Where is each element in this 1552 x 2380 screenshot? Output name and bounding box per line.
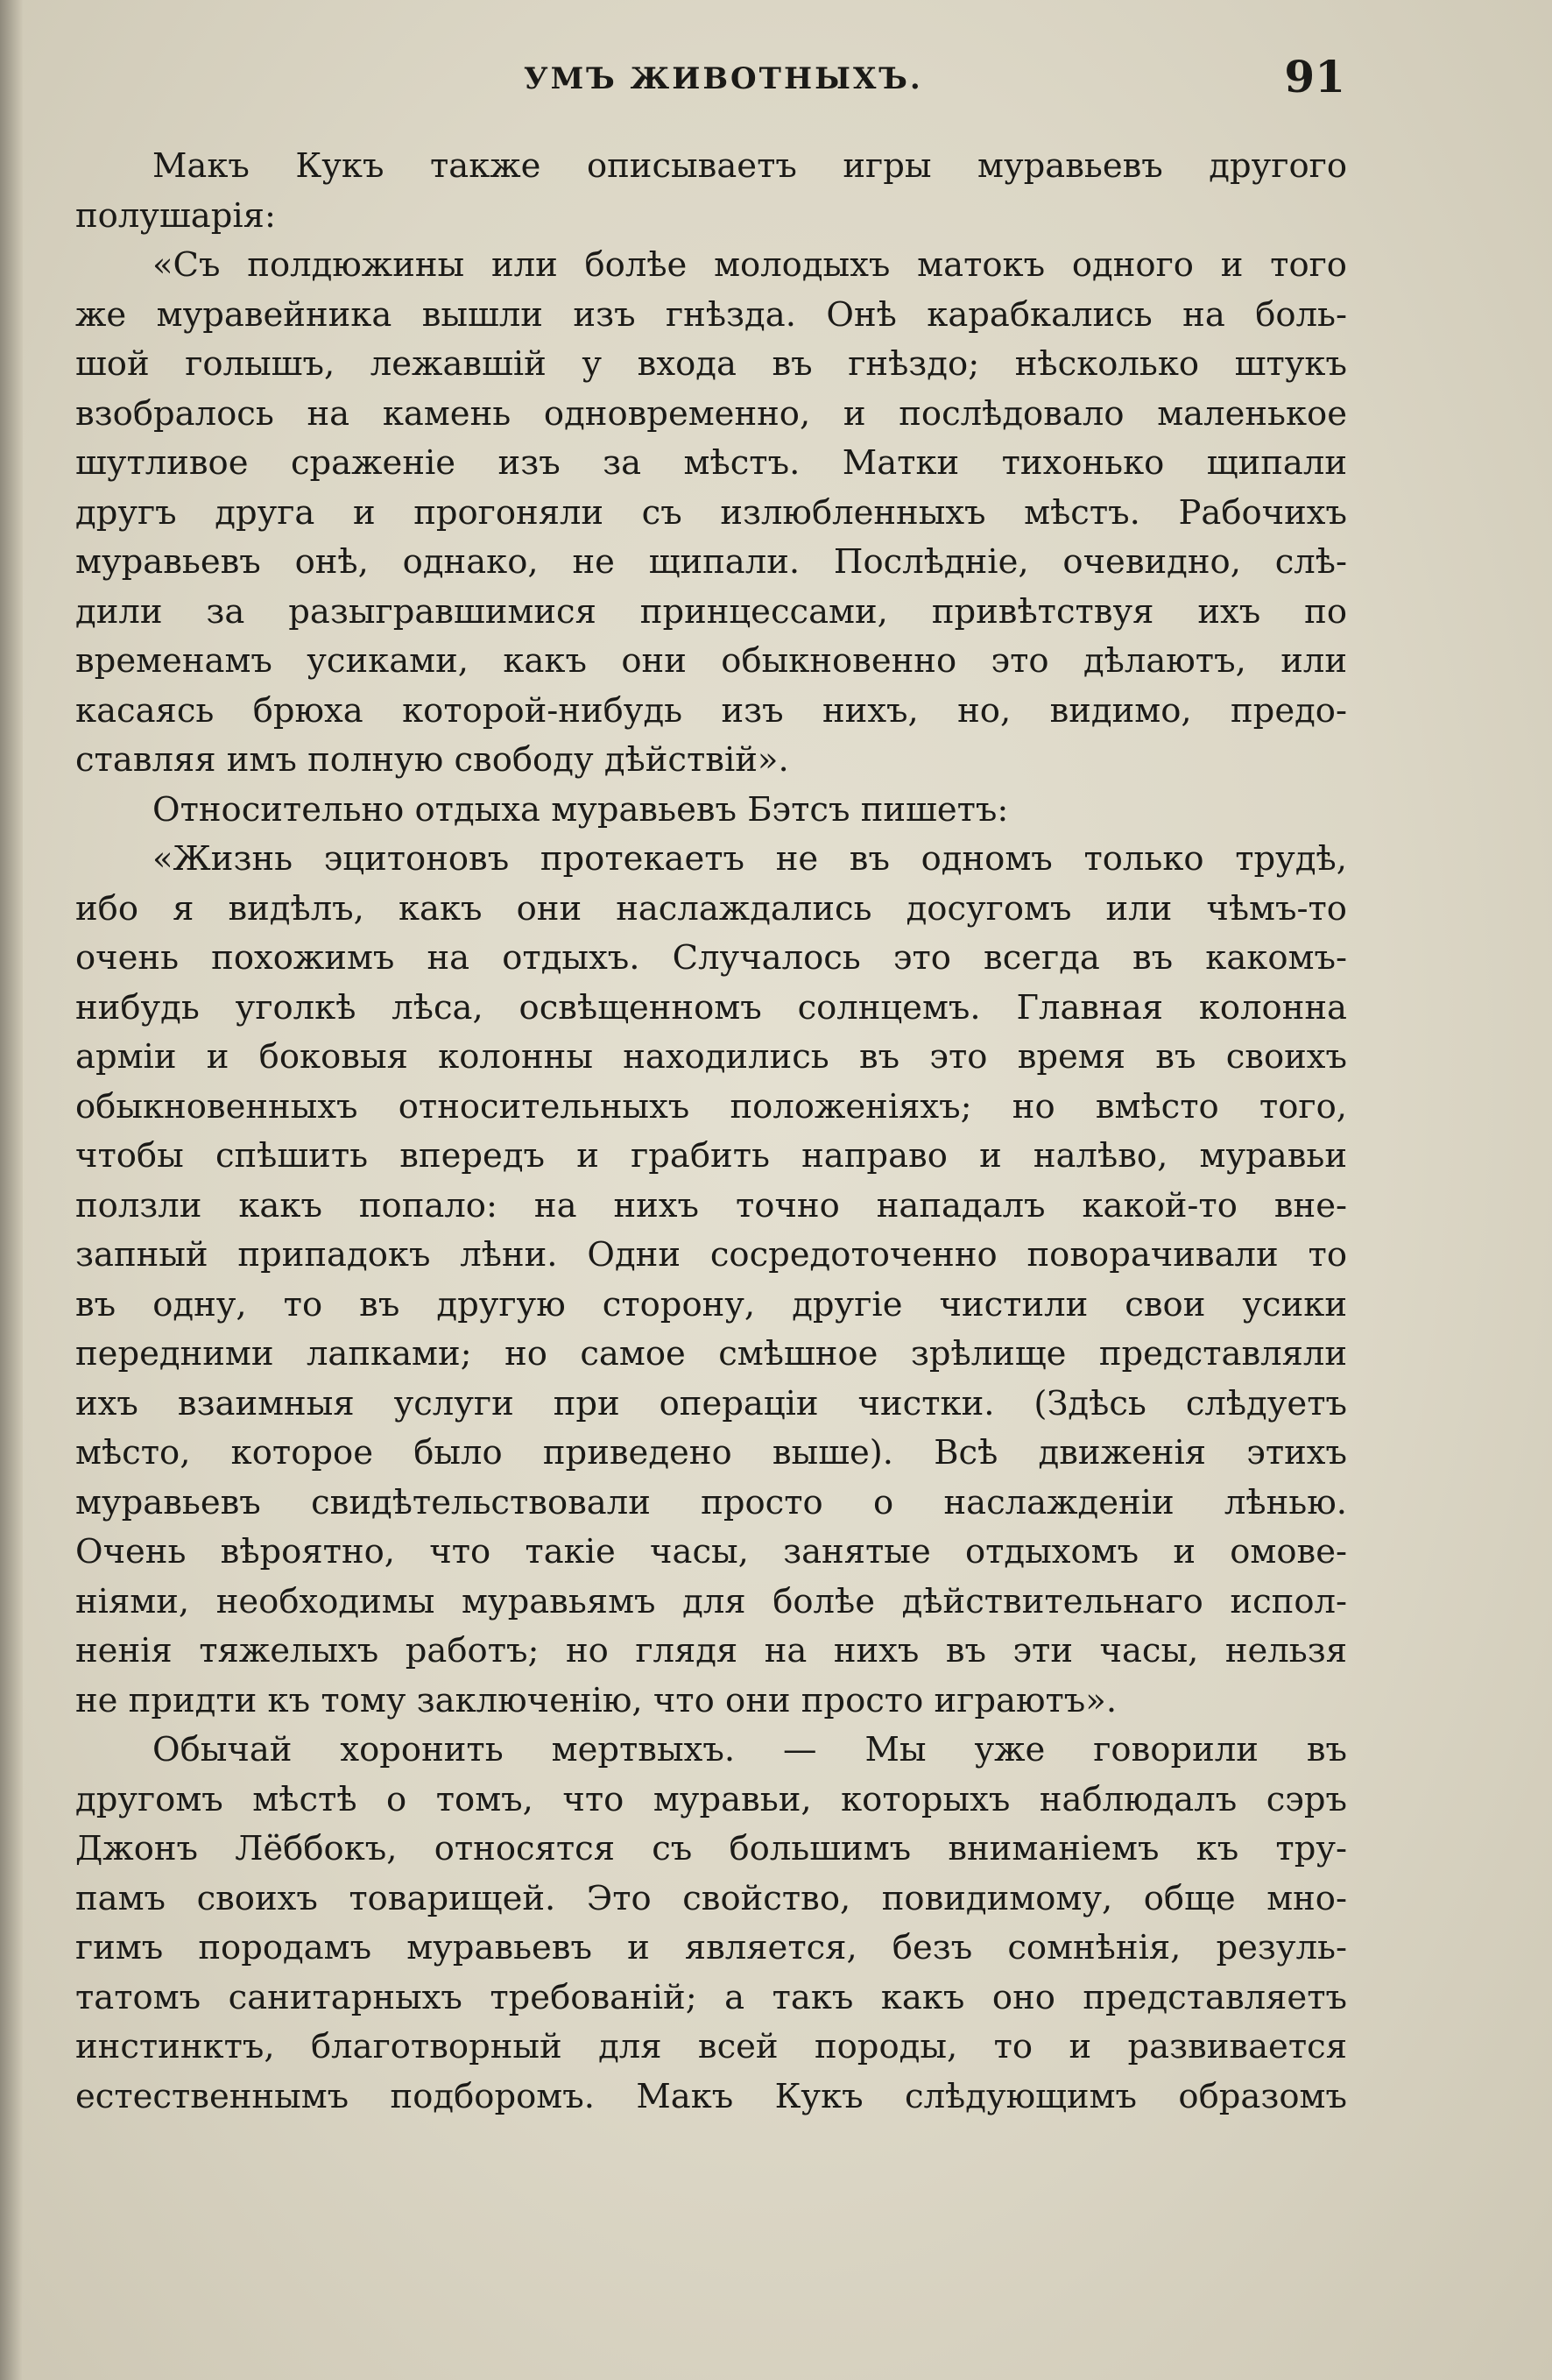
text-line: Обычай хоронить мертвыхъ. — Мы уже говорили въ xyxy=(152,1730,1347,1769)
text-line: касаясь брюха которой-нибудь изъ нихъ, но, видимо, предо- xyxy=(75,690,1347,731)
text-line: ихъ взаимныя услуги при операціи чистки. (Здѣсь слѣдуетъ xyxy=(75,1383,1347,1423)
page-header xyxy=(75,51,1345,103)
text-line: инстинктъ, благотворный для всей породы, то и развивается xyxy=(75,2027,1347,2066)
page-spine-shadow xyxy=(0,0,23,2380)
text-line: другъ друга и прогоняли съ излюбленныхъ мѣстъ. Рабочихъ xyxy=(75,492,1347,533)
text-line: шой голышъ, лежавшій у входа въ гнѣздо; нѣсколько штукъ xyxy=(75,344,1347,384)
text-line: шутливое сраженіе изъ за мѣстъ. Матки тихонько щипали xyxy=(75,443,1347,483)
text-line: взобралось на камень одновременно, и послѣдовало маленькое xyxy=(75,393,1347,434)
text-line: «Съ полдюжины или болѣе молодыхъ матокъ одного и того xyxy=(152,245,1347,285)
text-line: ставляя имъ полную свободу дѣйствій». xyxy=(75,740,789,780)
text-line: дили за разыгравшимися принцессами, привѣтствуя ихъ по xyxy=(75,591,1347,632)
text-line: же муравейника вышли изъ гнѣзда. Онѣ карабкались на боль- xyxy=(75,294,1347,335)
text-line: естественнымъ подборомъ. Макъ Кукъ слѣдующимъ образомъ xyxy=(75,2076,1347,2116)
body-text xyxy=(75,142,1347,2122)
text-line: мѣсто, которое было приведено выше). Всѣ движенія этихъ xyxy=(75,1433,1347,1472)
text-line: передними лапками; но самое смѣшное зрѣлище представляли xyxy=(75,1334,1347,1374)
text-line: Макъ Кукъ также описываетъ игры муравьевъ другого xyxy=(152,146,1347,186)
text-line: гимъ породамъ муравьевъ и является, безъ сомнѣнія, резуль- xyxy=(75,1928,1347,1967)
text-line: ибо я видѣлъ, какъ они наслаждались досугомъ или чѣмъ-то xyxy=(75,888,1347,929)
text-line: муравьевъ онѣ, однако, не щипали. Послѣдніе, очевидно, слѣ- xyxy=(75,542,1347,582)
text-line: запный припадокъ лѣни. Одни сосредоточенно поворачивали то xyxy=(75,1235,1347,1275)
text-line: очень похожимъ на отдыхъ. Случалось это всегда въ какомъ- xyxy=(75,938,1347,978)
text-line: Очень вѣроятно, что такіе часы, занятые отдыхомъ и омове- xyxy=(75,1532,1347,1571)
page-number: 91 xyxy=(1284,51,1345,102)
text-line: другомъ мѣстѣ о томъ, что муравьи, которыхъ наблюдалъ сэръ xyxy=(75,1779,1347,1819)
text-line: Джонъ Лёббокъ, относятся съ большимъ вниманіемъ къ тру- xyxy=(75,1829,1347,1868)
text-line: временамъ усиками, какъ они обыкновенно это дѣлаютъ, или xyxy=(75,641,1347,681)
text-line: Относительно отдыха муравьевъ Бэтсъ пишетъ: xyxy=(152,789,1009,830)
text-line: чтобы спѣшить впередъ и грабить направо и налѣво, муравьи xyxy=(75,1136,1347,1176)
text-line: обыкновенныхъ относительныхъ положеніяхъ; но вмѣсто того, xyxy=(75,1086,1347,1126)
text-line: ненія тяжелыхъ работъ; но глядя на нихъ въ эти часы, нельзя xyxy=(75,1631,1347,1670)
text-line: муравьевъ свидѣтельствовали просто о наслажденіи лѣнью. xyxy=(75,1482,1347,1522)
text-line: татомъ санитарныхъ требованій; а такъ какъ оно представляетъ xyxy=(75,1977,1347,2017)
text-line: полушарія: xyxy=(75,195,276,236)
text-line: ніями, необходимы муравьямъ для болѣе дѣйствительнаго испол- xyxy=(75,1581,1347,1621)
text-line: памъ своихъ товарищей. Это свойство, повидимому, обще мно- xyxy=(75,1878,1347,1918)
text-line: въ одну, то въ другую сторону, другіе чистили свои усики xyxy=(75,1284,1347,1324)
text-line: ползли какъ попало: на нихъ точно нападалъ какой-то вне- xyxy=(75,1185,1347,1225)
running-head: УМЪ ЖИВОТНЫХЪ. xyxy=(524,61,923,96)
text-line: нибудь уголкѣ лѣса, освѣщенномъ солнцемъ. Главная колонна xyxy=(75,987,1347,1028)
text-line: «Жизнь эцитоновъ протекаетъ не въ одномъ только трудѣ, xyxy=(152,839,1347,879)
text-line: не придти къ тому заключенію, что они просто играютъ». xyxy=(75,1680,1118,1720)
text-line: арміи и боковыя колонны находились въ это время въ своихъ xyxy=(75,1037,1347,1077)
